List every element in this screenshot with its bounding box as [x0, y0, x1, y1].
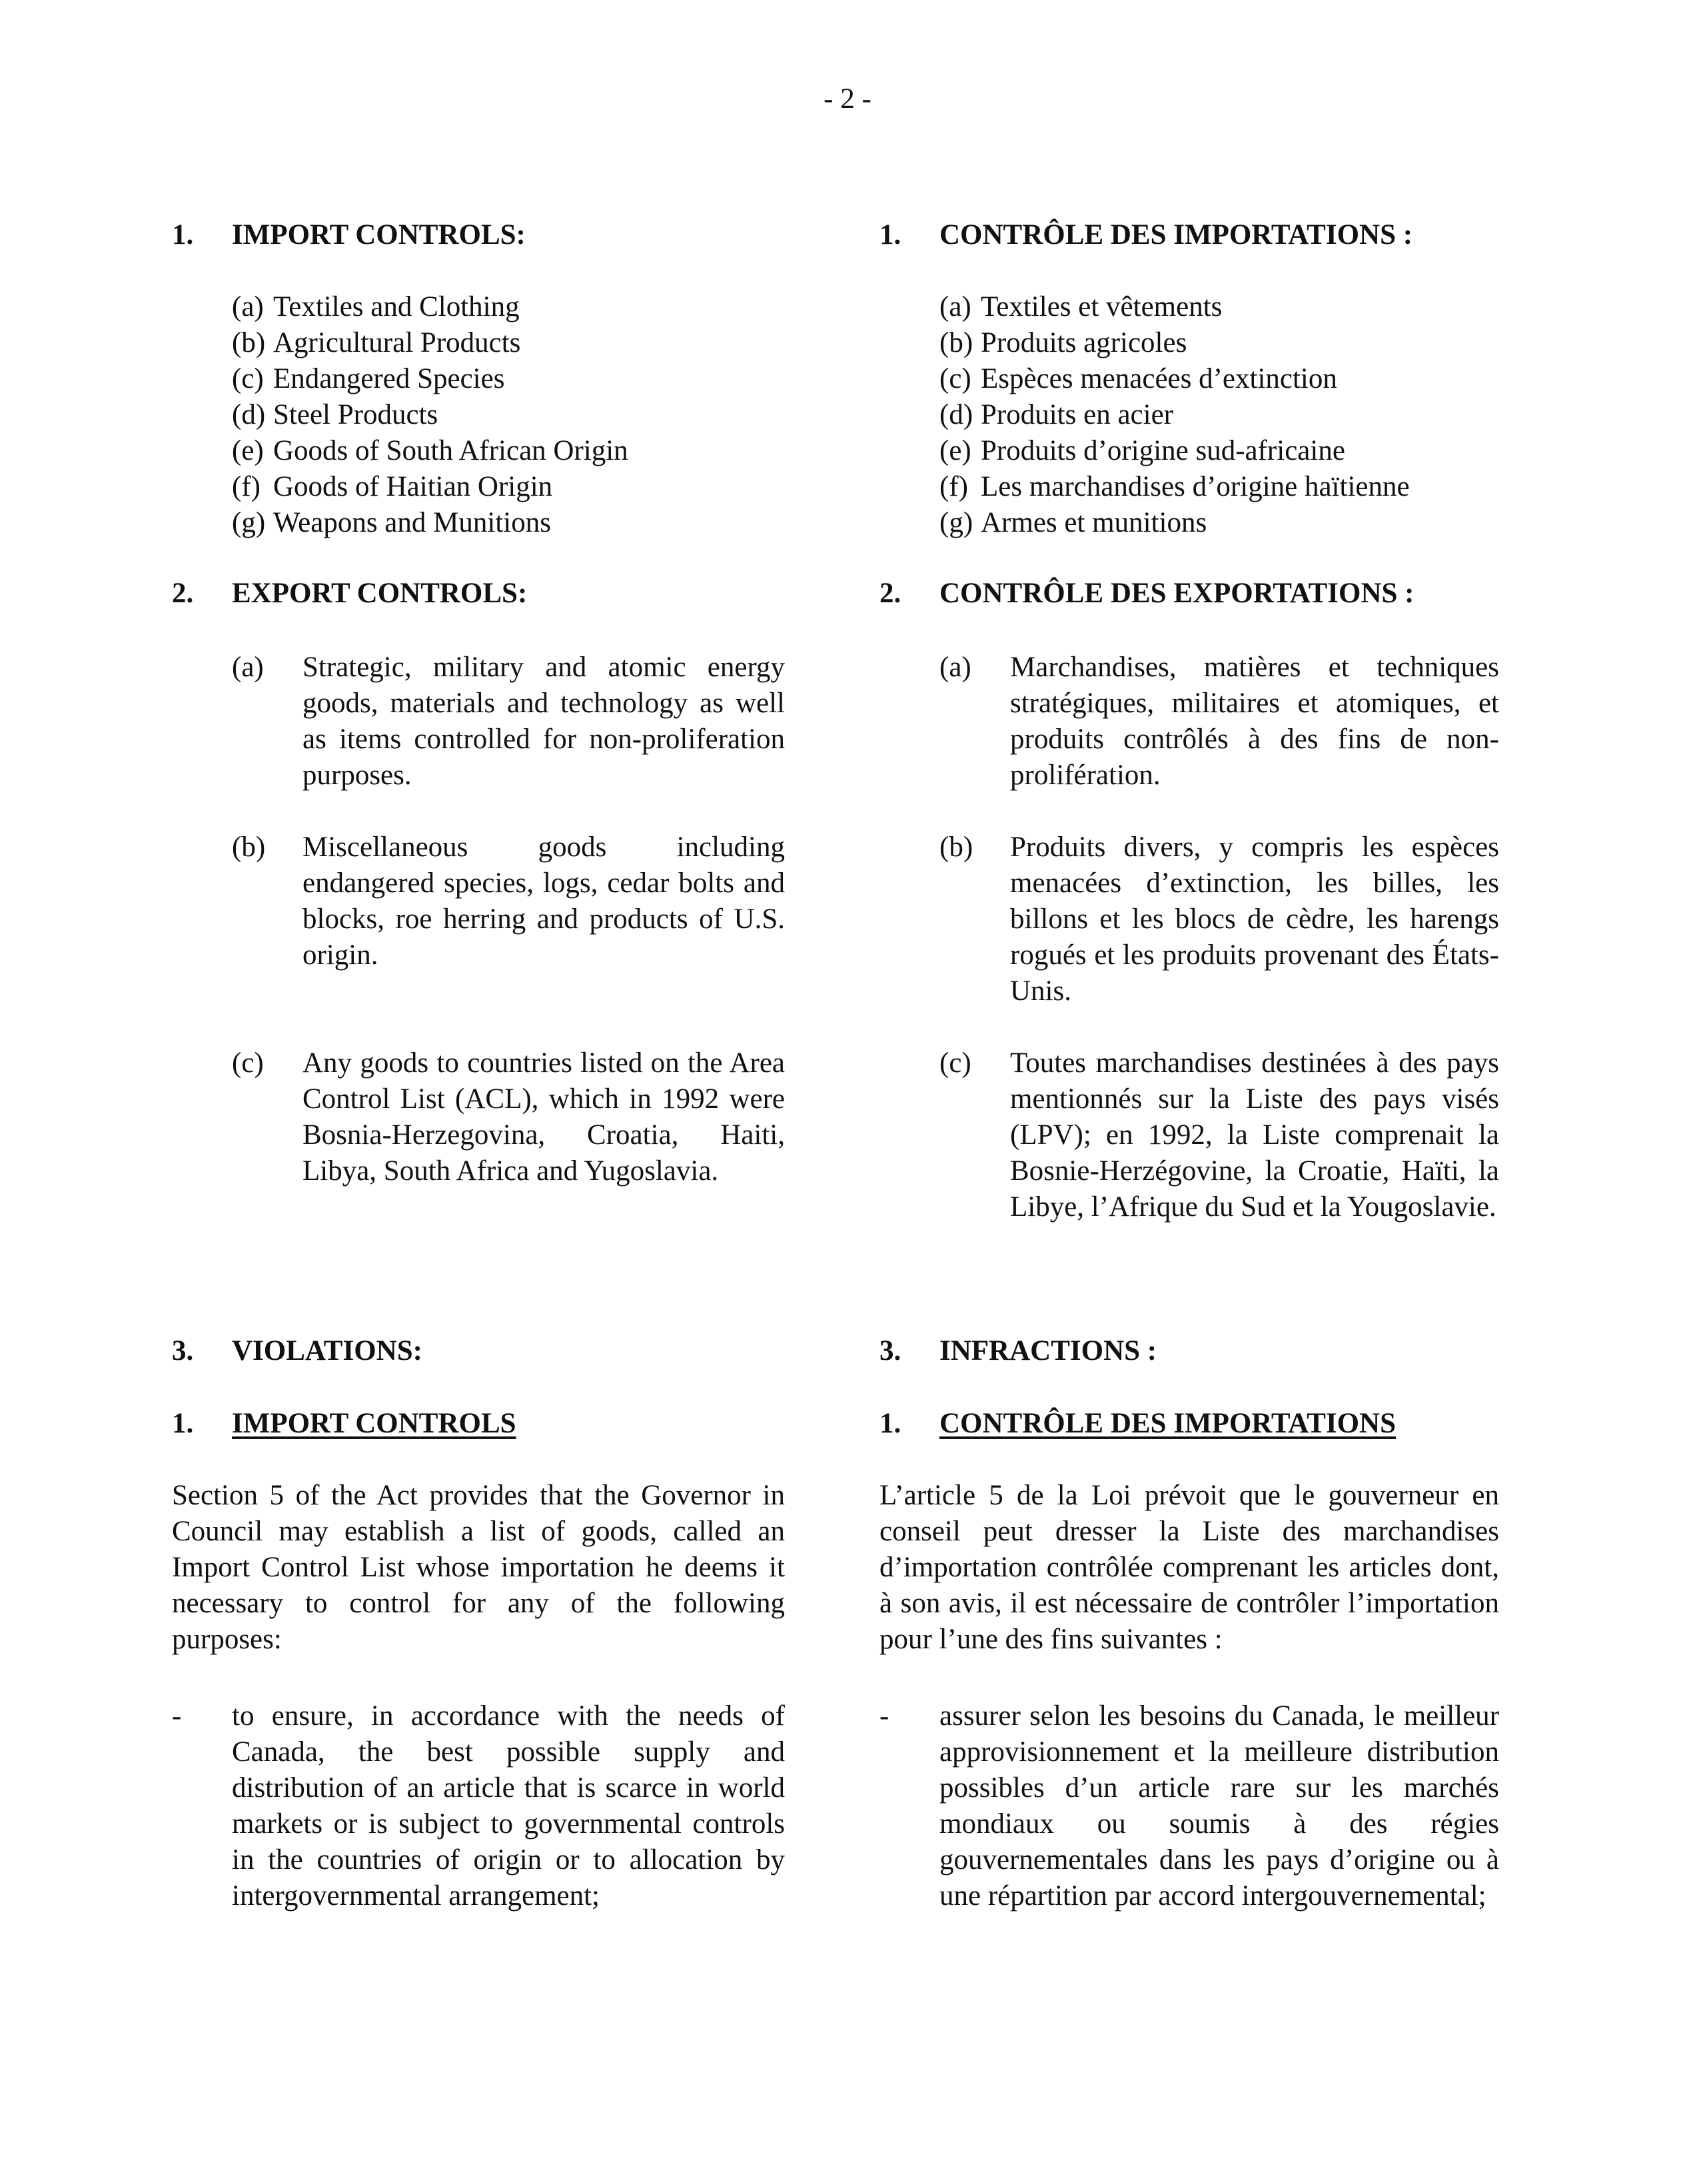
item-text: Endangered Species	[273, 363, 505, 394]
heading-text: IMPORT CONTROLS:	[232, 219, 526, 251]
purpose-item	[879, 1698, 1499, 1914]
list-item	[939, 325, 1410, 361]
item-marker: (c)	[232, 1047, 264, 1079]
heading-text: CONTRÔLE DES IMPORTATIONS :	[939, 219, 1413, 251]
heading-number: 2.	[172, 578, 194, 609]
item-marker: (a)	[232, 291, 264, 322]
item-text: Les marchandises d’origine haïtienne	[981, 471, 1410, 502]
english-column	[172, 0, 785, 2184]
heading-import-controls	[172, 217, 526, 253]
item-text: Strategic, military and atomic energy goods, materials and technology as well as items controlled for non-proliferation purposes.	[302, 652, 785, 791]
heading-controle-importations	[879, 217, 1412, 253]
exportation-item-c	[939, 1045, 1499, 1225]
page-number: - 2 -	[824, 83, 871, 115]
item-text: Goods of Haitian Origin	[273, 471, 553, 502]
export-item-b	[232, 829, 785, 973]
list-item	[939, 361, 1410, 397]
list-item	[232, 361, 628, 397]
heading-controle-exportations	[879, 576, 1414, 612]
item-marker: (b)	[939, 831, 973, 863]
exportation-item-b	[939, 829, 1499, 1009]
item-marker: (e)	[939, 435, 971, 466]
item-marker: (c)	[939, 1047, 971, 1079]
export-item-c	[232, 1045, 785, 1189]
controle-importations-list	[939, 289, 1410, 541]
item-text: Produits divers, y compris les espèces menacées d’extinction, les billes, les billons et les blocs de cèdre, les harengs rogués et les produits provenant des États-Unis.	[1010, 831, 1499, 1007]
purpose-item	[172, 1698, 785, 1914]
list-item	[232, 433, 628, 469]
item-marker: (f)	[232, 471, 261, 502]
item-text: assurer selon les besoins du Canada, le meilleur approvisionnement et la meilleure distribution possibles d’un article rare sur les marchés mondiaux ou soumis à des régies gouvernementales dans les pays d’origine ou à une répartition par accord intergouvernemental;	[939, 1700, 1499, 1911]
item-text: Weapons and Munitions	[273, 507, 551, 538]
list-item	[232, 289, 628, 325]
item-text: Textiles and Clothing	[273, 291, 520, 322]
item-text: Steel Products	[273, 399, 438, 430]
list-item	[232, 469, 628, 505]
export-item-a	[232, 650, 785, 794]
item-marker: (a)	[939, 291, 971, 322]
list-item	[232, 505, 628, 541]
item-marker: (g)	[939, 507, 973, 538]
list-item	[939, 289, 1410, 325]
heading-text: CONTRÔLE DES EXPORTATIONS :	[939, 578, 1414, 609]
heading-number: 3.	[879, 1335, 901, 1366]
item-text: Espèces menacées d’extinction	[981, 363, 1337, 394]
controle-importations-paragraph: L’article 5 de la Loi prévoit que le gouverneur en conseil peut dresser la Liste des marchandises d’importation contrôlée comprenant les articles dont, à son avis, il est nécessaire de contrôler l’importation pour l’une des fins suivantes :	[879, 1480, 1499, 1655]
list-item	[232, 397, 628, 433]
item-text: to ensure, in accordance with the needs of Canada, the best possible supply and distribution of an article that is scarce in world markets or is subject to governmental controls in the countries of origin or to allocation by intergovernmental arrangement;	[232, 1700, 785, 1911]
item-text: Armes et munitions	[981, 507, 1207, 538]
subheading-controle-importations	[879, 1406, 1396, 1442]
item-text: Textiles et vêtements	[981, 291, 1223, 322]
exportation-item-a	[939, 650, 1499, 794]
item-text: Produits agricoles	[981, 327, 1187, 358]
item-text: Goods of South African Origin	[273, 435, 628, 466]
item-marker: (e)	[232, 435, 264, 466]
item-marker: (c)	[939, 363, 971, 394]
item-marker: (g)	[232, 507, 266, 538]
heading-export-controls	[172, 576, 527, 612]
item-marker: (a)	[939, 652, 971, 683]
item-marker: (b)	[939, 327, 973, 358]
heading-number: 2.	[879, 578, 901, 609]
heading-number: 1.	[879, 1408, 901, 1439]
dash-marker: -	[172, 1700, 182, 1732]
item-text: Agricultural Products	[273, 327, 521, 358]
import-controls-paragraph: Section 5 of the Act provides that the Governor in Council may establish a list of goods, called an Import Control List whose importation he deems it necessary to control for any of the following purposes:	[172, 1480, 785, 1655]
item-marker: (d)	[232, 399, 266, 430]
item-marker: (a)	[232, 652, 264, 683]
heading-text: INFRACTIONS :	[939, 1335, 1157, 1366]
item-marker: (b)	[232, 831, 266, 863]
heading-text: CONTRÔLE DES IMPORTATIONS	[939, 1408, 1396, 1439]
heading-number: 1.	[172, 219, 194, 251]
item-text: Miscellaneous goods including endangered species, logs, cedar bolts and blocks, roe herring and products of U.S. origin.	[302, 831, 785, 971]
item-text: Marchandises, matières et techniques stratégiques, militaires et atomiques, et produits contrôlés à des fins de non-prolifération.	[1010, 652, 1499, 791]
heading-text: IMPORT CONTROLS	[232, 1408, 516, 1439]
heading-infractions	[879, 1333, 1157, 1369]
item-text: Toutes marchandises destinées à des pays mentionnés sur la Liste des pays visés (LPV); en 1992, la Liste comprenait la Bosnie-Herzégovine, la Croatie, Haïti, la Libye, l’Afrique du Sud et la Yougoslavie.	[1010, 1047, 1499, 1223]
item-marker: (d)	[939, 399, 973, 430]
heading-number: 1.	[879, 219, 901, 251]
heading-number: 1.	[172, 1408, 194, 1439]
heading-text: VIOLATIONS:	[232, 1335, 422, 1366]
list-item	[939, 397, 1410, 433]
list-item	[939, 469, 1410, 505]
list-item	[939, 505, 1410, 541]
item-text: Produits en acier	[981, 399, 1173, 430]
heading-text: EXPORT CONTROLS:	[232, 578, 528, 609]
heading-number: 3.	[172, 1335, 194, 1366]
item-text: Any goods to countries listed on the Area Control List (ACL), which in 1992 were Bosnia-Herzegovina, Croatia, Haiti, Libya, South Africa and Yugoslavia.	[302, 1047, 785, 1187]
subheading-import-controls	[172, 1406, 516, 1442]
item-marker: (c)	[232, 363, 264, 394]
dash-marker: -	[879, 1700, 889, 1732]
list-item	[939, 433, 1410, 469]
heading-violations	[172, 1333, 422, 1369]
item-marker: (f)	[939, 471, 968, 502]
item-marker: (b)	[232, 327, 266, 358]
item-text: Produits d’origine sud-africaine	[981, 435, 1345, 466]
import-controls-list	[232, 289, 628, 541]
french-column	[879, 0, 1499, 2184]
list-item	[232, 325, 628, 361]
